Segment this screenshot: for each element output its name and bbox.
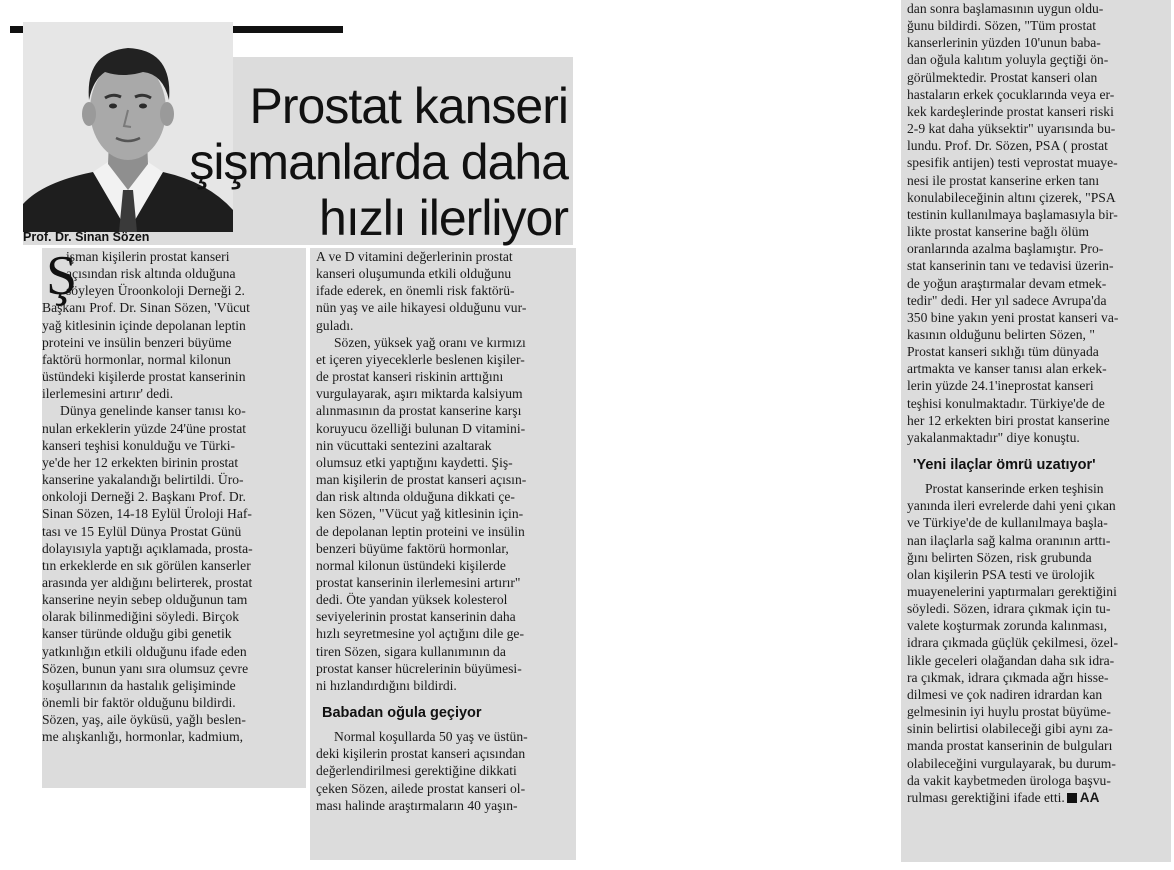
text-line: ye'de her 12 erkekten birinin prostat bbox=[42, 454, 239, 470]
text-line: Başkanı Prof. Dr. Sinan Sözen, 'Vücut bbox=[42, 300, 250, 316]
text-line: ifade ederek, en önemli risk faktörü- bbox=[316, 283, 515, 299]
text-line: dan risk altında olduğuna dikkati çe- bbox=[316, 489, 515, 505]
text-line: dolayısıyla yaptığı açıklamada, prosta- bbox=[42, 540, 253, 556]
subheading: 'Yeni ilaçlar ömrü uzatıyor' bbox=[913, 457, 1096, 474]
text-line: benzeri büyüme faktörü hormonlar, bbox=[316, 540, 509, 556]
article-column-1 bbox=[42, 245, 306, 788]
text-line: ra çıkmak, idrara çıkmada ağrı hisse- bbox=[907, 669, 1109, 685]
text-line: görülmektedir. Prostat kanseri olan bbox=[907, 69, 1098, 85]
text-line: ması halinde araştırmaların 40 yaşın- bbox=[316, 797, 518, 813]
paragraph bbox=[42, 402, 300, 745]
text-line: kanserine neyin sebep olduğunun tam bbox=[42, 592, 248, 608]
text-line: tiren Sözen, sigara kullanımının da bbox=[316, 643, 506, 659]
text-line: Sinan Sözen, 14-18 Eylül Üroloji Haf- bbox=[42, 506, 252, 522]
text-line: faktörü hormonlar, normal kilonun bbox=[42, 351, 231, 367]
text-line: açısından risk altında olduğuna bbox=[66, 266, 236, 282]
text-line: spesifik antijen) testi veprostat muaye- bbox=[907, 155, 1118, 171]
text-line: olan kişilerin PSA testi ve ürolojik bbox=[907, 566, 1095, 582]
photo-caption: Prof. Dr. Sinan Sözen bbox=[23, 230, 150, 244]
text-line: gelmesinin iyi huylu prostat büyüme- bbox=[907, 704, 1111, 720]
text-line: 2-9 kat daha yüksektir" uyarısında bu- bbox=[907, 121, 1116, 137]
text-line: alınmasının da prostat kanserine karşı bbox=[316, 403, 522, 419]
lead-first-lines bbox=[42, 245, 300, 307]
lead-paragraph bbox=[42, 245, 300, 402]
text-line: ğını belirten Sözen, risk grubunda bbox=[907, 549, 1092, 565]
text-line: oranlarında azalma başlamıştır. Pro- bbox=[907, 241, 1104, 257]
text-line: tın erkeklerde en sık görülen kanserler bbox=[42, 557, 251, 573]
text-line: arasında yer aldığını belirterek, prostat bbox=[42, 574, 253, 590]
text-line: prostat kanserinin ilerlemesini artırır" bbox=[316, 574, 521, 590]
text-line: nan ilaçlarla sağ kalma oranının arttı- bbox=[907, 532, 1111, 548]
text-line: da vakit kaybetmeden ürologa başvu- bbox=[907, 772, 1111, 788]
text-line: et içeren yiyeceklerle beslenen kişiler- bbox=[316, 351, 525, 367]
text-line: guladı. bbox=[316, 317, 354, 333]
text-line: dedi. Öte yandan yüksek kolesterol bbox=[316, 592, 508, 608]
text-line: 350 bine yakın yeni prostat kanseri va- bbox=[907, 309, 1119, 325]
text-line: kanserlerinin yüzden 10'unun baba- bbox=[907, 35, 1101, 51]
text-line: ni hızlandırdığını bildirdi. bbox=[316, 677, 457, 693]
end-square-icon bbox=[1067, 793, 1077, 803]
text-line: de yoğun araştırmalar devam etmek- bbox=[907, 275, 1107, 291]
text-line: Sözen, bunun yanı sıra olumsuz çevre bbox=[42, 660, 249, 676]
text-line: valete koşturmak zorunda kalınması, bbox=[907, 618, 1108, 634]
text-line: dan sonra başlamasının uygun oldu- bbox=[907, 1, 1104, 16]
text-line: prostat kanser hücrelerinin büyümesi- bbox=[316, 660, 522, 676]
headline-line-2: şişmanlarda daha bbox=[189, 134, 568, 190]
headline-line-1: Prostat kanseri bbox=[249, 78, 568, 134]
text-line: kanseri oluşumunda etkili olduğunu bbox=[316, 266, 512, 282]
text-line: dilmesi ve çok nadiren idrardan kan bbox=[907, 686, 1103, 702]
text-line: olabileceğini vurgulayarak, bu durum- bbox=[907, 755, 1116, 771]
headline bbox=[160, 78, 568, 246]
text-line: stat kanserinin tanı ve tedavisi üzerin- bbox=[907, 258, 1114, 274]
text-line: yakalanmaktadır" diye konuştu. bbox=[907, 429, 1080, 445]
text-line: nesi ile prostat kanserine erken tanı bbox=[907, 172, 1100, 188]
text-line: de depolanan leptin proteini ve insülin bbox=[316, 523, 525, 539]
article-column-2 bbox=[310, 248, 576, 860]
text-line: konulabileceğinin altını çizerek, "PSA bbox=[907, 189, 1116, 205]
text-line: Prostat kanserinde erken teşhisin bbox=[925, 481, 1104, 497]
text-line: nin vücuttaki sentezini azaltarak bbox=[316, 437, 492, 453]
text-line: söyledi. Sözen, idrara çıkmak için tu- bbox=[907, 601, 1111, 617]
text-line: yatkınlığın etkili olduğunu ifade eden bbox=[42, 643, 247, 659]
text-line: Normal koşullarda 50 yaş ve üstün- bbox=[334, 729, 528, 745]
text-line: kanseri teşhisi konulduğu ve Türki- bbox=[42, 437, 236, 453]
text-line: proteini ve insülin benzeri büyüme bbox=[42, 334, 232, 350]
text-line: kek kardeşlerinde prostat kanseri riski bbox=[907, 103, 1114, 119]
text-line: tedir" dedi. Her yıl sadece Avrupa'da bbox=[907, 292, 1107, 308]
last-line bbox=[907, 789, 1171, 806]
text-line: yağ kitlesinin içinde depolanan leptin bbox=[42, 317, 246, 333]
text-line: artmakta ve kanser tanısı alan erkek- bbox=[907, 361, 1107, 377]
text-line: her 12 erkekten biri prostat kanserine bbox=[907, 412, 1110, 428]
text-line: kasının olduğunu belirten Sözen, " bbox=[907, 326, 1095, 342]
text-line: dan oğula kalıtım yoluyla geçtiği ön- bbox=[907, 52, 1109, 68]
text-line: de prostat kanseri riskinin arttığını bbox=[316, 369, 504, 385]
text-line: önemli bir faktör olduğunu bildirdi. bbox=[42, 695, 236, 711]
text-line: ilerlemesini artırır' dedi. bbox=[42, 386, 174, 402]
text-line: likle geceleri olağandan daha sık idra- bbox=[907, 652, 1115, 668]
text-line: olarak bilinmediğini söyledi. Birçok bbox=[42, 609, 240, 625]
paragraph bbox=[907, 480, 1171, 806]
text-line: kanserine yakalandığı belirtildi. Üro- bbox=[42, 472, 244, 488]
text-line: işman kişilerin prostat kanseri bbox=[66, 249, 230, 264]
headline-line-3: hızlı ilerliyor bbox=[319, 190, 568, 246]
text-line: nün yaş ve aile hikayesi olduğunu vur- bbox=[316, 300, 527, 316]
text-line: man kişilerin de prostat kanseri açısın- bbox=[316, 472, 527, 488]
text-line: muayenelerini yaptırmaları gerektiğini bbox=[907, 584, 1117, 599]
text-line: söyleyen Üroonkoloji Derneği 2. bbox=[66, 283, 245, 299]
text-line: seviyelerinin prostat kanserinin daha bbox=[316, 609, 516, 625]
text-line: teşhisi konulmaktadır. Türkiye'de de bbox=[907, 395, 1105, 411]
text-line: vurgulayarak, aşırı miktarda kalsiyum bbox=[316, 386, 523, 402]
paragraph bbox=[907, 0, 1171, 446]
text-line: çeken Sözen, ailede prostat kanseri ol- bbox=[316, 780, 526, 796]
text-line: likte prostat kanserine bağlı ölüm bbox=[907, 224, 1089, 240]
text-line: nulan erkeklerin yüzde 24'üne prostat bbox=[42, 420, 247, 436]
text-line: koruyucu özelliği bulunan D vitamini- bbox=[316, 420, 526, 436]
drop-cap: Ş bbox=[46, 245, 78, 307]
paragraph bbox=[316, 248, 576, 334]
text-line: tası ve 15 Eylül Dünya Prostat Günü bbox=[42, 523, 242, 539]
text-line: Sözen, yüksek yağ oranı ve kırmızı bbox=[334, 334, 526, 350]
text-line: ğunu bildirdi. Sözen, "Tüm prostat bbox=[907, 18, 1097, 34]
lead-rest-lines bbox=[42, 299, 300, 402]
text-line: olumsuz etki yaptığını kaydetti. Şiş- bbox=[316, 454, 513, 470]
text-line: onkoloji Derneği 2. Başkanı Prof. Dr. bbox=[42, 489, 246, 505]
text-line: me alışkanlığı, hormonlar, kadmium, bbox=[42, 729, 244, 745]
text-line: lerin yüzde 24.1'ineprostat kanseri bbox=[907, 378, 1094, 394]
text-line: değerlendirilmesi gerektiğine dikkati bbox=[316, 763, 517, 779]
text-line: Sözen, yaş, aile öyküsü, yağlı beslen- bbox=[42, 712, 246, 728]
text-line: hızlı seyretmesine yol açtığını dile ge- bbox=[316, 626, 524, 642]
text-line: sinin belirtisi olabileceği gibi aynı za- bbox=[907, 721, 1113, 737]
agency-signature: AA bbox=[1079, 789, 1100, 805]
text-line: deki kişilerin prostat kanseri açısından bbox=[316, 746, 526, 762]
text-line: normal kilonun üstündeki kişilerde bbox=[316, 557, 506, 573]
text-line: A ve D vitamini değerlerinin prostat bbox=[316, 249, 513, 264]
subheading: Babadan oğula geçiyor bbox=[322, 705, 482, 722]
paragraph bbox=[316, 334, 576, 694]
text-line: Dünya genelinde kanser tanısı ko- bbox=[60, 403, 246, 419]
text-line: testinin kullanılmaya başlamasıyla bir- bbox=[907, 206, 1118, 222]
text-line: ve Türkiye'de de kullanılmaya başla- bbox=[907, 515, 1108, 531]
paragraph bbox=[316, 728, 576, 814]
text-line: lundu. Prof. Dr. Sözen, PSA ( prostat bbox=[907, 138, 1108, 154]
text-line: koşullarının da hastalık gelişiminde bbox=[42, 677, 236, 693]
text-line: hastaların erkek çocuklarında veya er- bbox=[907, 86, 1115, 102]
text-line: ken Sözen, "Vücut yağ kitlesinin için- bbox=[316, 506, 524, 522]
text-line: üstündeki kişilerde prostat kanserinin bbox=[42, 369, 246, 385]
last-line-text: rulması gerektiğini ifade etti. bbox=[907, 789, 1065, 805]
article-column-3 bbox=[901, 0, 1171, 862]
text-line: yanında ileri evrelerde dahi yeni çıkan bbox=[907, 498, 1116, 514]
text-line: kanser türünde olduğu gibi genetik bbox=[42, 626, 232, 642]
text-line: Prostat kanseri sıklığı tüm dünyada bbox=[907, 344, 1099, 360]
text-line: idrara çıkmada güçlük çekilmesi, özel- bbox=[907, 635, 1118, 651]
text-line: manda prostat kanserinin de bulguları bbox=[907, 738, 1113, 754]
